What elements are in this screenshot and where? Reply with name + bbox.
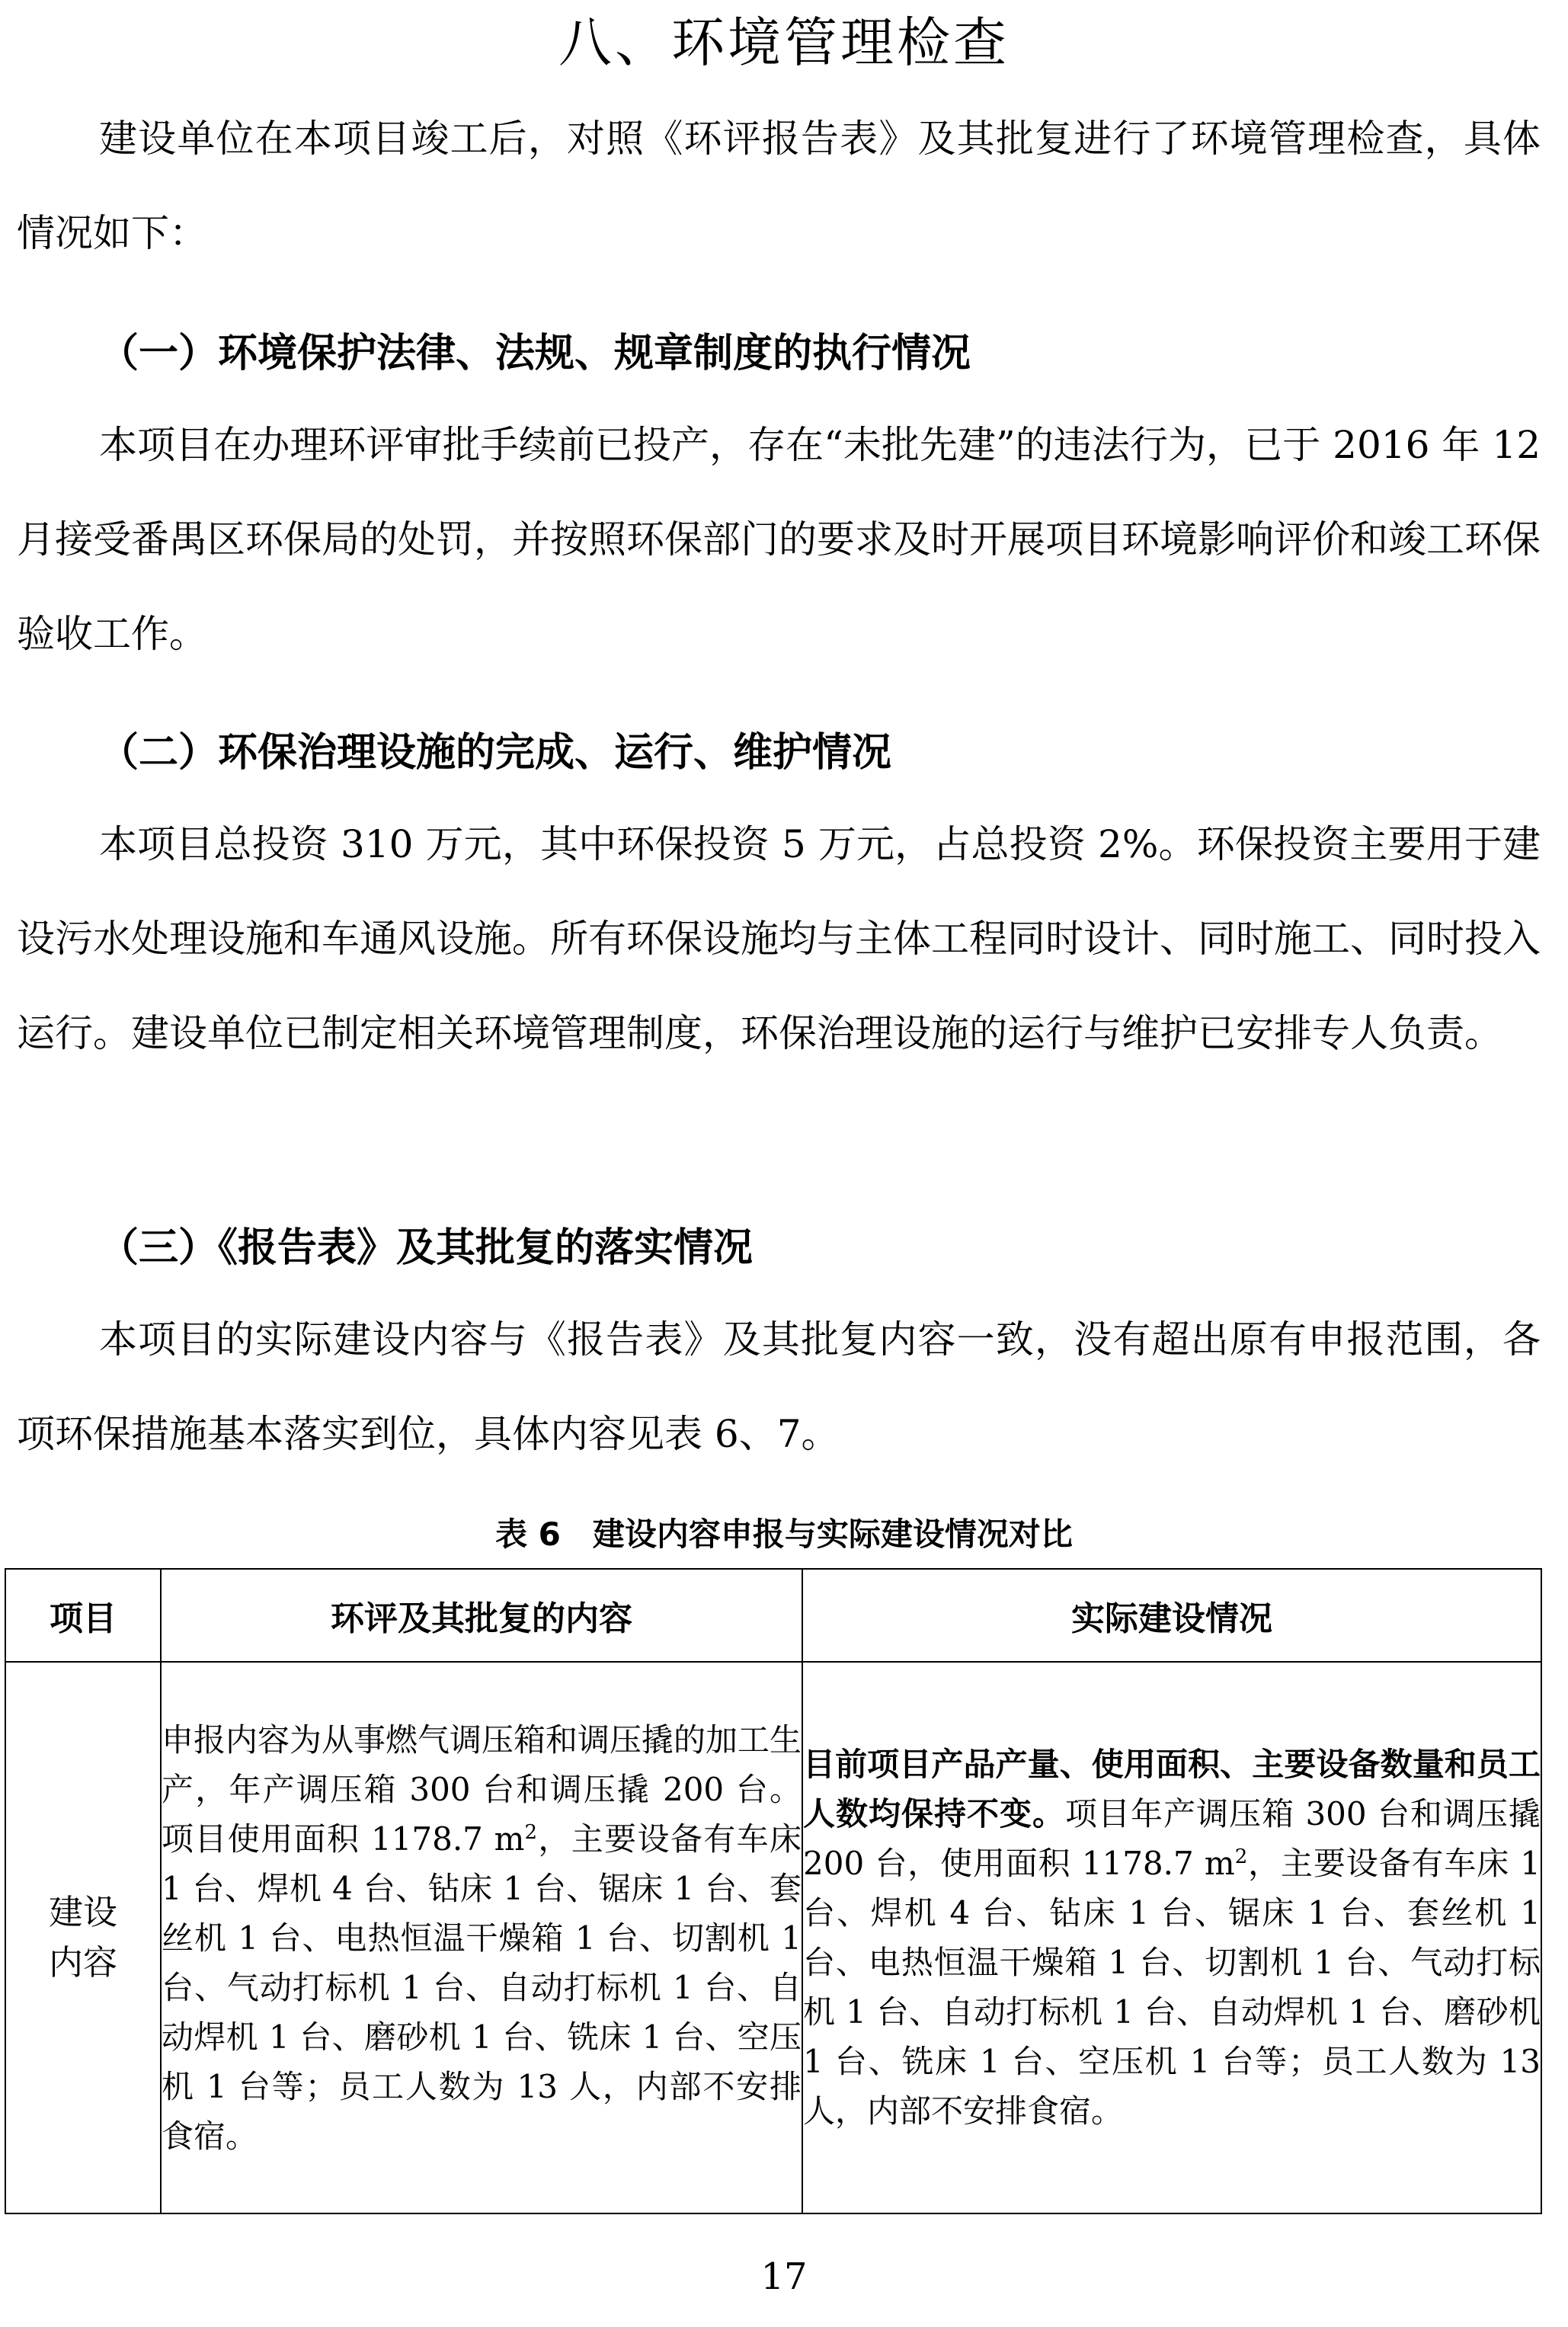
- header-actual: 实际建设情况: [802, 1569, 1541, 1662]
- section-body-1: 本项目在办理环评审批手续前已投产，存在“未批先建”的违法行为，已于 2016 年 12 月接受番禺区环保局的处罚，并按照环保部门的要求及时开展项目环境影响评价和竣工环保验收工作。: [17, 423, 1541, 656]
- section-heading-3: （三）《报告表》及其批复的落实情况: [99, 1225, 754, 1271]
- section-heading-2: （二）环保治理设施的完成、运行、维护情况: [99, 730, 892, 776]
- table-caption: 表 6 建设内容申报与实际建设情况对比: [495, 1516, 1073, 1553]
- actual-text-1: 项目年产调压箱 300 台和调压撬 200 台，使用面积 1178.7 m: [803, 1795, 1541, 1882]
- actual-content-cell: [802, 1662, 1541, 2213]
- header-item: 项目: [5, 1569, 161, 1662]
- section-body-3: 本项目的实际建设内容与《报告表》及其批复内容一致，没有超出原有申报范围，各项环保措施基本落实到位，具体内容见表 6、7。: [17, 1317, 1541, 1456]
- intro-paragraph: 建设单位在本项目竣工后，对照《环评报告表》及其批复进行了环境管理检查，具体情况如下：: [17, 117, 1541, 255]
- approved-content-cell: [161, 1662, 802, 2213]
- approved-text-2: ，主要设备有车床 1 台、焊机 4 台、钻床 1 台、锯床 1 台、套丝机 1 台、电热恒温干燥箱 1 台、切割机 1 台、气动打标机 1 台、自动打标机 1 台、自动焊机 1 台、磨砂机 1 台、铣床 1 台、空压机 1 台等；员工人数为 13 人，内部不安排食宿。: [162, 1820, 802, 2155]
- row-label: [5, 1662, 161, 2213]
- actual-bold-text: 目前项目产品产量、使用面积、主要设备数量和员工人数均保持不变。: [803, 1746, 1541, 1832]
- section-body-2: 本项目总投资 310 万元，其中环保投资 5 万元，占总投资 2%。环保投资主要用于建设污水处理设施和车通风设施。所有环保设施均与主体工程同时设计、同时施工、同时投入运行。建设单位已制定相关环境管理制度，环保治理设施的运行与维护已安排专人负责。: [17, 822, 1541, 1055]
- table-header-row: [5, 1569, 1541, 1662]
- approved-text-1: 申报内容为从事燃气调压箱和调压撬的加工生产，年产调压箱 300 台和调压撬 200 台。项目使用面积 1178.7 m: [162, 1720, 802, 1858]
- comparison-table: [5, 1568, 1542, 2214]
- approved-superscript: 2: [524, 1820, 538, 1844]
- row-label-line1: 建设: [48, 1892, 117, 1932]
- page-number: 17: [760, 2255, 808, 2298]
- header-approved: 环评及其批复的内容: [161, 1569, 802, 1662]
- page-title: 八、环境管理检查: [558, 11, 1010, 74]
- actual-superscript: 2: [1234, 1845, 1248, 1868]
- table-row: [5, 1662, 1541, 2213]
- section-heading-1: （一）环境保护法律、法规、规章制度的执行情况: [99, 331, 971, 376]
- row-label-line2: 内容: [48, 1942, 117, 1983]
- actual-text-2: ，主要设备有车床 1 台、焊机 4 台、钻床 1 台、锯床 1 台、套丝机 1 台、电热恒温干燥箱 1 台、切割机 1 台、气动打标机 1 台、自动打标机 1 台、自动焊机 1 台、磨砂机 1 台、铣床 1 台、空压机 1 台等；员工人数为 13 人，内部不安排食宿。: [803, 1845, 1541, 2130]
